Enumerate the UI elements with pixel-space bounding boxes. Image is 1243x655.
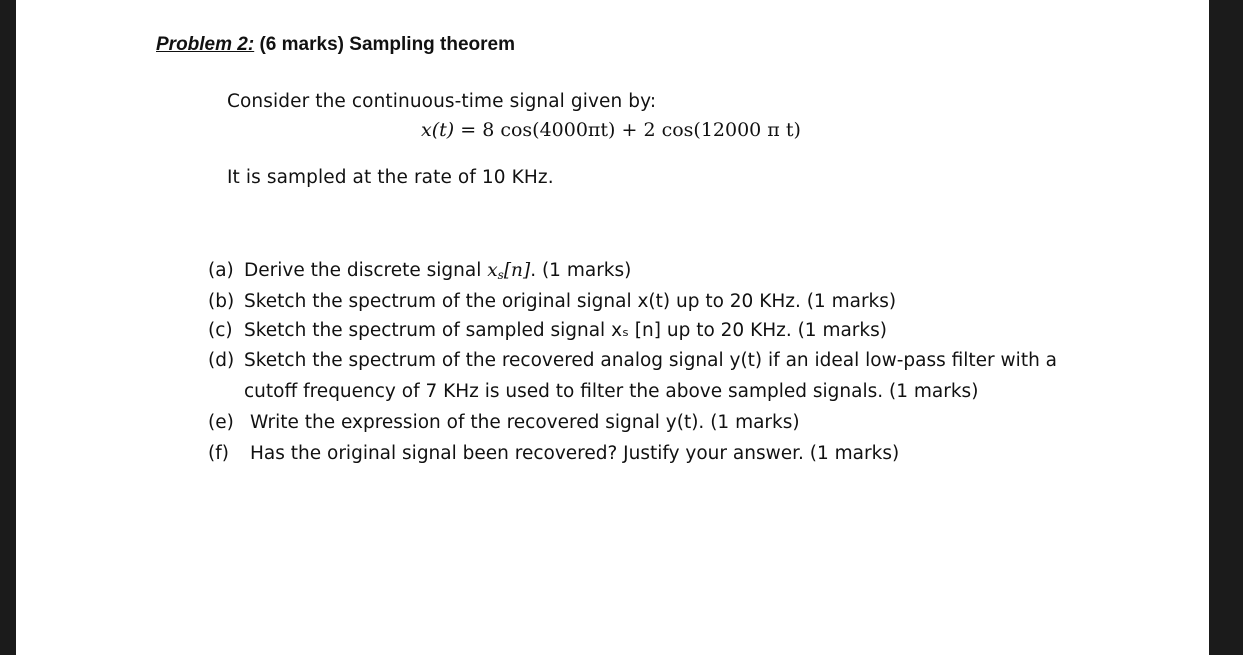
question-label: (d) <box>208 350 235 371</box>
problem-title: Sampling theorem <box>349 34 516 55</box>
math-index: [n] <box>503 260 531 281</box>
question-b <box>208 291 896 312</box>
sampling-rate-text: It is sampled at the rate of 10 KHz. <box>227 167 554 188</box>
question-text: Sketch the spectrum of the recovered analog signal y(t) if an ideal low-pass filter with a <box>244 350 1058 371</box>
question-text-part: Derive the discrete signal <box>244 260 488 281</box>
equation-lhs: x(t) <box>421 119 455 141</box>
question-c <box>208 320 887 341</box>
question-text: Sketch the spectrum of sampled signal xₛ [n] up to 20 KHz. (1 marks) <box>244 320 887 341</box>
question-text: Has the original signal been recovered? Justify your answer. (1 marks) <box>250 443 900 464</box>
question-label: (b) <box>208 291 235 312</box>
question-text: Sketch the spectrum of the original signal x(t) up to 20 KHz. (1 marks) <box>244 291 897 312</box>
question-f <box>208 443 899 464</box>
document-page <box>16 0 1209 655</box>
left-border <box>0 0 16 655</box>
question-label: (e) <box>208 412 234 433</box>
equation-rhs: = 8 cos(4000πt) + 2 cos(12000 π t) <box>460 119 801 141</box>
right-border <box>1209 0 1243 655</box>
problem-label: Problem 2: <box>156 34 255 55</box>
question-text: Write the expression of the recovered signal y(t). (1 marks) <box>250 412 800 433</box>
problem-heading <box>156 34 515 56</box>
question-label: (c) <box>208 320 233 341</box>
math-variable <box>487 260 530 281</box>
signal-equation <box>421 119 801 141</box>
problem-marks: (6 marks) <box>259 34 344 55</box>
question-text <box>244 260 631 282</box>
question-text-part: . (1 marks) <box>530 260 632 281</box>
question-d-continuation: cutoff frequency of 7 KHz is used to filter the above sampled signals. (1 marks) <box>244 381 979 402</box>
question-a <box>208 260 631 282</box>
math-symbol: x <box>487 260 498 281</box>
question-e <box>208 412 800 433</box>
intro-text: Consider the continuous-time signal given by: <box>227 91 657 112</box>
question-label: (a) <box>208 260 234 281</box>
question-label: (f) <box>208 443 229 464</box>
question-d <box>208 350 1057 371</box>
math-subscript: s <box>497 268 504 282</box>
